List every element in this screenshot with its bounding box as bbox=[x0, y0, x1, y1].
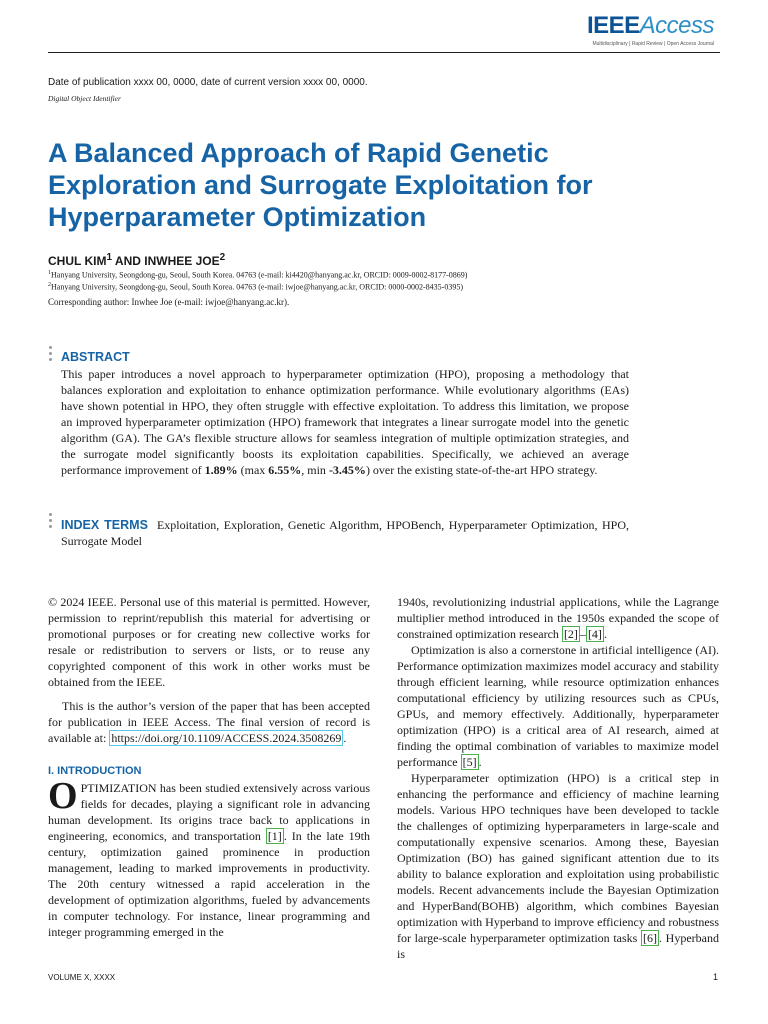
hpo-paragraph: Hyperparameter optimization (HPO) is a critical step in enhancing the performance and efficiency of machine learning models. Various HPO techniques have been developed to tackle the challenges of optimizing hyperparameters in large-scale and computationally expensive scenarios. Among these, Bayesian Optimization (BO) has gained significant attention due to its ability to balance exploration and exploitation using probabilistic models. Recent advancements include the Bayesian Optimization and HyperBand(BOHB) algorithm, which combines Bayesian optimization with Hyperband to improve efficiency and robustness for large-scale hyperparameter optimization tasks [6] . Hyperband is bbox=[397, 771, 719, 961]
drop-cap: O bbox=[48, 775, 78, 817]
index-terms-dots-icon bbox=[49, 513, 53, 531]
author-1-sup: 1 bbox=[106, 252, 113, 263]
index-terms-heading: INDEX TERMS bbox=[61, 518, 148, 532]
abstract-heading: ABSTRACT bbox=[61, 350, 130, 364]
paper-title: A Balanced Approach of Rapid Genetic Exploration and Surrogate Exploitation for Hyperparameter Optimization bbox=[48, 138, 593, 232]
author-1: CHUL KIM bbox=[48, 254, 107, 268]
citation-6[interactable]: [6] bbox=[643, 931, 657, 945]
logo-ieee-text: IEEE bbox=[586, 12, 640, 39]
author-line bbox=[48, 252, 225, 268]
affiliation-1: $^1$Hanyang University, Seongdong-gu, Seoul, South Korea. 04763 (e-mail: ki4420@hanyang.ac.kr, ORCID: 0009-0002-8177-0869) bbox=[48, 270, 468, 280]
author-and: AND bbox=[112, 254, 145, 268]
journal-logo bbox=[587, 12, 714, 47]
left-column bbox=[48, 594, 370, 940]
publication-date: Date of publication xxxx 00, 0000, date of current version xxxx 00, 0000. bbox=[48, 77, 368, 88]
version-note: This is the author’s version of the paper that has been accepted for publication in IEEE Access. The final version of record is available at: https://doi.org/10.1109/ACCESS.2024.3508269 . bbox=[48, 699, 370, 745]
index-terms-text: Exploitation, Exploration, Genetic Algorithm, HPOBench, Hyperparameter Optimization, HPO, Surrogate Model bbox=[61, 518, 629, 548]
author-2-sup: 2 bbox=[219, 252, 226, 263]
introduction-heading: I. INTRODUCTION bbox=[48, 765, 142, 777]
avg-improvement: 1.89% bbox=[204, 463, 238, 477]
introduction-paragraph: OPTIMIZATION has been studied extensively across various fields for decades, playing a significant role in advancing human development. Its origins trace back to applications in engineering, economics, and transportation [1] . In the late 19th century, optimization gained prominence in production management, leading to marked improvements in productivity. The 20th century witnessed a rapid acceleration in the development of optimization algorithms, fueled by advancements in computer technology. For instance, linear programming and integer programming emerged in the bbox=[48, 775, 370, 939]
header-rule bbox=[48, 52, 720, 53]
index-terms bbox=[61, 517, 629, 549]
citation-1[interactable]: [1] bbox=[267, 829, 282, 843]
ai-paragraph: Optimization is also a cornerstone in artificial intelligence (AI). Performance optimization maximizes model accuracy and stability through efficient learning, while resource optimization enhances computational efficiency by utilizing resources such as CPUs, GPUs, and memory effectively. Additionally, hyperparameter optimization (HPO) is a critical area of AI research, aimed at finding the optimal combination of variables to maximize model performance [5] . bbox=[397, 643, 719, 769]
page-number: 1 bbox=[712, 972, 718, 982]
min-improvement: -3.45% bbox=[328, 463, 366, 477]
citation-4[interactable]: [4] bbox=[587, 627, 602, 641]
affiliation-2: $^2$Hanyang University, Seongdong-gu, Seoul, South Korea. 04763 (e-mail: iwjoe@hanyang.ac.kr, ORCID: 0000-0002-8435-0395) bbox=[48, 282, 464, 292]
doi-label: Digital Object Identifier bbox=[48, 94, 121, 103]
copyright-notice: © 2024 IEEE. Personal use of this material is permitted. However, permission to reprint/republish this material for advertising or promotional purposes or for creating new collective works for resale or redistribution to servers or lists, or to reuse any copyrighted component of this work in other works must be obtained from the IEEE. bbox=[48, 595, 370, 689]
author-2: INWHEE JOE bbox=[144, 254, 220, 268]
logo-tagline: Multidisciplinary | Rapid Review | Open Access Journal bbox=[592, 41, 714, 47]
max-improvement: 6.55% bbox=[268, 463, 302, 477]
logo-access-text: Access bbox=[639, 12, 714, 39]
footer-volume: VOLUME X, XXXX bbox=[48, 973, 116, 982]
abstract-text: This paper introduces a novel approach to hyperparameter optimization (HPO), proposing a methodology that balances exploration and exploitation to enhance optimization performance. While evolutionary algorithms (EAs) have shown potential in HPO, they often struggle with effective exploitation. To address this limitation, we propose an improved hyperparameter optimization (HPO) framework that integrates a linear surrogate model into the genetic algorithm (GA). The GA’s flexible structure allows for seamless integration of multiple optimization strategies, and the surrogate model significantly boosts its exploitation capabilities. Specifically, we achieved an average performance improvement of 1.89% (max 6.55%, min -3.45%) over the existing state-of-the-art HPO strategy. bbox=[61, 367, 629, 477]
history-paragraph: 1940s, revolutionizing industrial applications, while the Lagrange multiplier method introduced in the 1950s expanded the scope of constrained optimization research [2] – [4] . bbox=[397, 595, 719, 641]
doi-link[interactable]: https://doi.org/10.1109/ACCESS.2024.3508269 bbox=[111, 731, 342, 745]
citation-2[interactable]: [2] bbox=[563, 627, 578, 641]
corresponding-author: Corresponding author: Inwhee Joe (e-mail: iwjoe@hanyang.ac.kr). bbox=[48, 297, 290, 307]
citation-5[interactable]: [5] bbox=[462, 755, 477, 769]
right-column bbox=[397, 594, 719, 962]
abstract-dots-icon bbox=[49, 346, 53, 364]
